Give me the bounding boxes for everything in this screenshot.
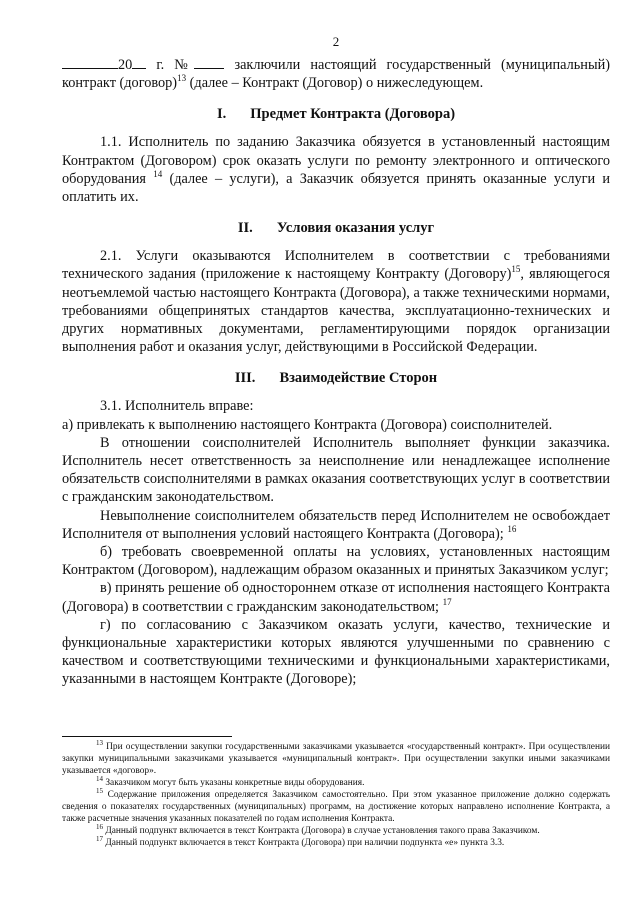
section-heading-2: II. Условия оказания услуг [237, 220, 435, 237]
section-heading-3: III. Взаимодействие Сторон [234, 370, 438, 387]
clause-3-1-v: в) принять решение об одностороннем отказе от исполнения настоящего Контракта (Договора) в соответствии с гражданским законодательством; $^{17}$ [62, 580, 610, 615]
footnote-ref: 16 [507, 524, 517, 535]
footnote-ref: 14 [153, 169, 163, 180]
footnote-ref: 17 [442, 596, 452, 607]
year-blank [132, 56, 146, 69]
clause-2-1: 2.1. Услуги оказываются Исполнителем в соответствии с требованиями технического задания (приложение к настоящему Контракту (Договору)$^{15}$, являющегося неотъемлемой частью настоящего Контракта (Договора), а также техническими нормами, требованиями общепринятых стандартов качества, эксплуатационно-технических и других нормативных документами, регламентирующими порядок организации выполнения работ и оказания услуг, действующими в Российской Федерации. [62, 248, 610, 356]
footnote-14: $^{14}$ Заказчиком могут быть указаны конкретные виды оборудования. [96, 774, 365, 788]
nonperformance-paragraph: Невыполнение соисполнителем обязательств перед Исполнителем не освобождает Исполнителя от выполнения условий настоящего Контракта (Договора); $^{16}$ [62, 507, 610, 542]
clause-1-1: 1.1. Исполнитель по заданию Заказчика обязуется в установленный настоящим Контрактом (Договором) срок оказать услуги по ремонту электронного и оптического оборудования $^{14}$ (далее – услуги), а Заказчик обязуется принять оказанные услуги и оплатить их. [62, 134, 611, 206]
footnote-ref: 15 [511, 264, 521, 275]
number-blank [194, 56, 224, 69]
date-blank [62, 56, 118, 69]
intro-year: 20 [118, 57, 133, 73]
clause-3-1: 3.1. Исполнитель вправе: [100, 398, 254, 415]
clause-3-1-a: а) привлекать к выполнению настоящего Контракта (Договора) соисполнителей. [62, 416, 553, 433]
section-heading-1: I. Предмет Контракта (Договора) [216, 106, 456, 123]
intro-year-suffix: г. № [156, 57, 195, 73]
footnote-17: $^{17}$ Данный подпункт включается в текст Контракта (Договора) при наличии подпункта «е» пункта 3.3. [96, 834, 505, 848]
footnote-ref: 13 [177, 73, 187, 84]
document-page [62, 34, 610, 689]
intro-text-1: заключили настоящий государственный (муниципальный) контракт (договор) [62, 57, 610, 92]
footnote-16: $^{16}$ Данный подпункт включается в текст Контракта (Договора) в случае установления такого права Заказчиком. [96, 822, 540, 836]
intro-text-2: (далее – Контракт (Договор) о нижеследующем. [189, 75, 484, 92]
clause-3-1-g: г) по согласованию с Заказчиком оказать услуги, качество, технические и функциональные характеристики которых являются улучшенными по сравнению с качеством и соответствующими техническими и функциональными характеристиками, указанными в настоящем Контракте (Договоре); [62, 616, 610, 688]
footnote-15: $^{15}$ Содержание приложения определяется Заказчиком самостоятельно. При этом указанное приложение должно содержать сведения о показателях государственных (муниципальных) программ, на достижение которых направлено исполнение Контракта, а также расчетные значения указанных показателей по годам исполнения Контракта. [62, 786, 610, 824]
clause-3-1-b: б) требовать своевременной оплаты на условиях, установленных настоящим Контрактом (Договором), надлежащим образом оказанных и принятых Заказчиком услуг; [62, 544, 610, 579]
page-number: 2 [332, 34, 340, 49]
footnotes [62, 736, 610, 849]
intro-paragraph [62, 56, 610, 92]
subcontractor-paragraph: В отношении соисполнителей Исполнитель выполняет функции заказчика. Исполнитель несет ответственность за неисполнение или ненадлежащее исполнение обязательств соисполнителями в рамках оказания соответствующих услуг в соответствии с гражданским законодательством. [62, 434, 610, 506]
footnote-divider [62, 736, 232, 737]
footnote-13: $^{13}$ При осуществлении закупки государственными заказчиками указывается «государственный контракт». При осуществлении закупки муниципальными заказчиками указывается «муниципальный контракт». При осуществлении закупки иными заказчиками указывается «договор». [62, 738, 610, 776]
